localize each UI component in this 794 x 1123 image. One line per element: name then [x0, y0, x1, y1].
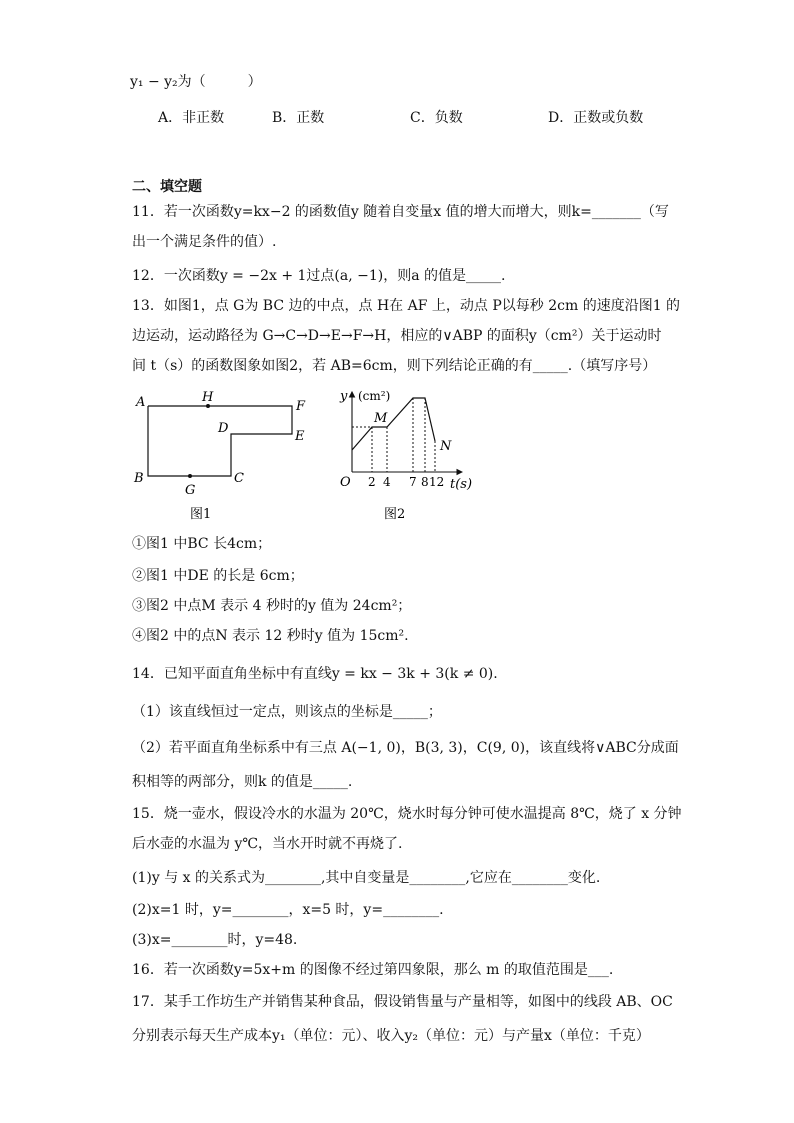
- label-a: A: [136, 395, 146, 410]
- x-axis-label: t(s): [450, 477, 473, 492]
- y-axis-label: y: [340, 389, 348, 404]
- q17-line-2: 分别表示每天生产成本y₁（单位：元）、收入y₂（单位：元）与产量x（单位：千克）: [132, 1028, 650, 1044]
- q12-line: 12．一次函数y = −2x + 1过点(a, −1)，则a 的值是_____.: [132, 268, 506, 284]
- tick-4: 4: [383, 475, 391, 489]
- origin-label: O: [340, 475, 351, 490]
- label-m: M: [374, 411, 388, 426]
- q13-statement-1: ①图1 中BC 长4cm；: [132, 536, 272, 552]
- q15-line-4: (2)x=1 时，y=________，x=5 时，y=________.: [132, 902, 444, 918]
- figure-1-caption: 图1: [190, 507, 212, 522]
- q11-line-1: 11．若一次函数y=kx−2 的函数值y 随着自变量x 值的增大而增大，则k=_______（写: [132, 204, 669, 220]
- label-b: B: [134, 471, 144, 486]
- y-unit-label: (cm²): [358, 389, 391, 403]
- figure-2: [332, 384, 482, 526]
- q11-line-2: 出一个满足条件的值）.: [132, 234, 277, 250]
- figure-1-outline: [148, 406, 292, 476]
- tick-7: 7: [409, 475, 417, 489]
- q17-line-1: 17．某手工作坊生产并销售某种食品，假设销售量与产量相等，如图中的线段 AB、OC: [132, 994, 673, 1010]
- label-h: H: [202, 390, 214, 405]
- figure-1: [128, 386, 328, 526]
- q14-line-2: （1）该直线恒过一定点，则该点的坐标是_____；: [132, 704, 442, 720]
- section-title: 二、填空题: [132, 179, 202, 195]
- q15-line-2: 后水壶的水温为 y℃，当水开时就不再烧了.: [132, 836, 403, 852]
- q13-line-2: 边运动，运动路径为 G→C→D→E→F→H，相应的∨ABP 的面积y（cm²）关于运动时: [132, 328, 662, 344]
- q10-option-d: D．正数或负数: [548, 110, 644, 126]
- q10-stem-tail: y₁ − y₂为（ ）: [130, 74, 262, 90]
- point-g-dot: [188, 474, 192, 478]
- q10-option-a: A．非正数: [158, 110, 225, 126]
- q10-option-b: B．正数: [272, 110, 325, 126]
- q15-line-1: 15．烧一壶水，假设冷水的水温为 20℃，烧水时每分钟可使水温提高 8℃，烧了 x 分钟: [132, 806, 682, 822]
- q14-line-4: 积相等的两部分，则k 的值是_____.: [132, 774, 353, 790]
- label-f: F: [296, 399, 306, 414]
- q16-line: 16．若一次函数y=5x+m 的图像不经过第四象限，那么 m 的取值范围是___.: [132, 962, 614, 978]
- tick-8: 8: [421, 475, 429, 489]
- graph-line: [352, 398, 435, 450]
- label-d: D: [218, 421, 229, 436]
- label-c: C: [234, 471, 244, 486]
- q13-line-3: 间 t（s）的函数图象如图2，若 AB=6cm，则下列结论正确的有_____.（填写序号）: [132, 358, 657, 374]
- q15-line-3: (1)y 与 x 的关系式为________,其中自变量是________,它应在________变化.: [132, 870, 601, 886]
- q14-line-1: 14．已知平面直角坐标中有直线y = kx − 3k + 3(k ≠ 0).: [132, 666, 498, 682]
- q10-option-c: C．负数: [410, 110, 463, 126]
- q13-statement-4: ④图2 中的点N 表示 12 秒时y 值为 15cm².: [132, 628, 409, 644]
- q13-line-1: 13．如图1，点 G为 BC 边的中点，点 H在 AF 上，动点 P以每秒 2cm 的速度沿图1 的: [132, 298, 681, 314]
- label-n: N: [440, 439, 452, 454]
- q13-statement-3: ③图2 中点M 表示 4 秒时的y 值为 24cm²；: [132, 598, 412, 614]
- q15-line-5: (3)x=________时，y=48.: [132, 932, 298, 948]
- tick-12: 12: [429, 475, 445, 489]
- figure-2-caption: 图2: [384, 507, 406, 522]
- tick-2: 2: [368, 475, 376, 489]
- label-e: E: [295, 429, 305, 444]
- q14-line-3: （2）若平面直角坐标系中有三点 A(−1, 0)，B(3, 3)，C(9, 0)，该直线将∨ABC分成面: [132, 740, 679, 756]
- q13-statement-2: ②图1 中DE 的长是 6cm；: [132, 568, 304, 584]
- label-g: G: [185, 483, 196, 498]
